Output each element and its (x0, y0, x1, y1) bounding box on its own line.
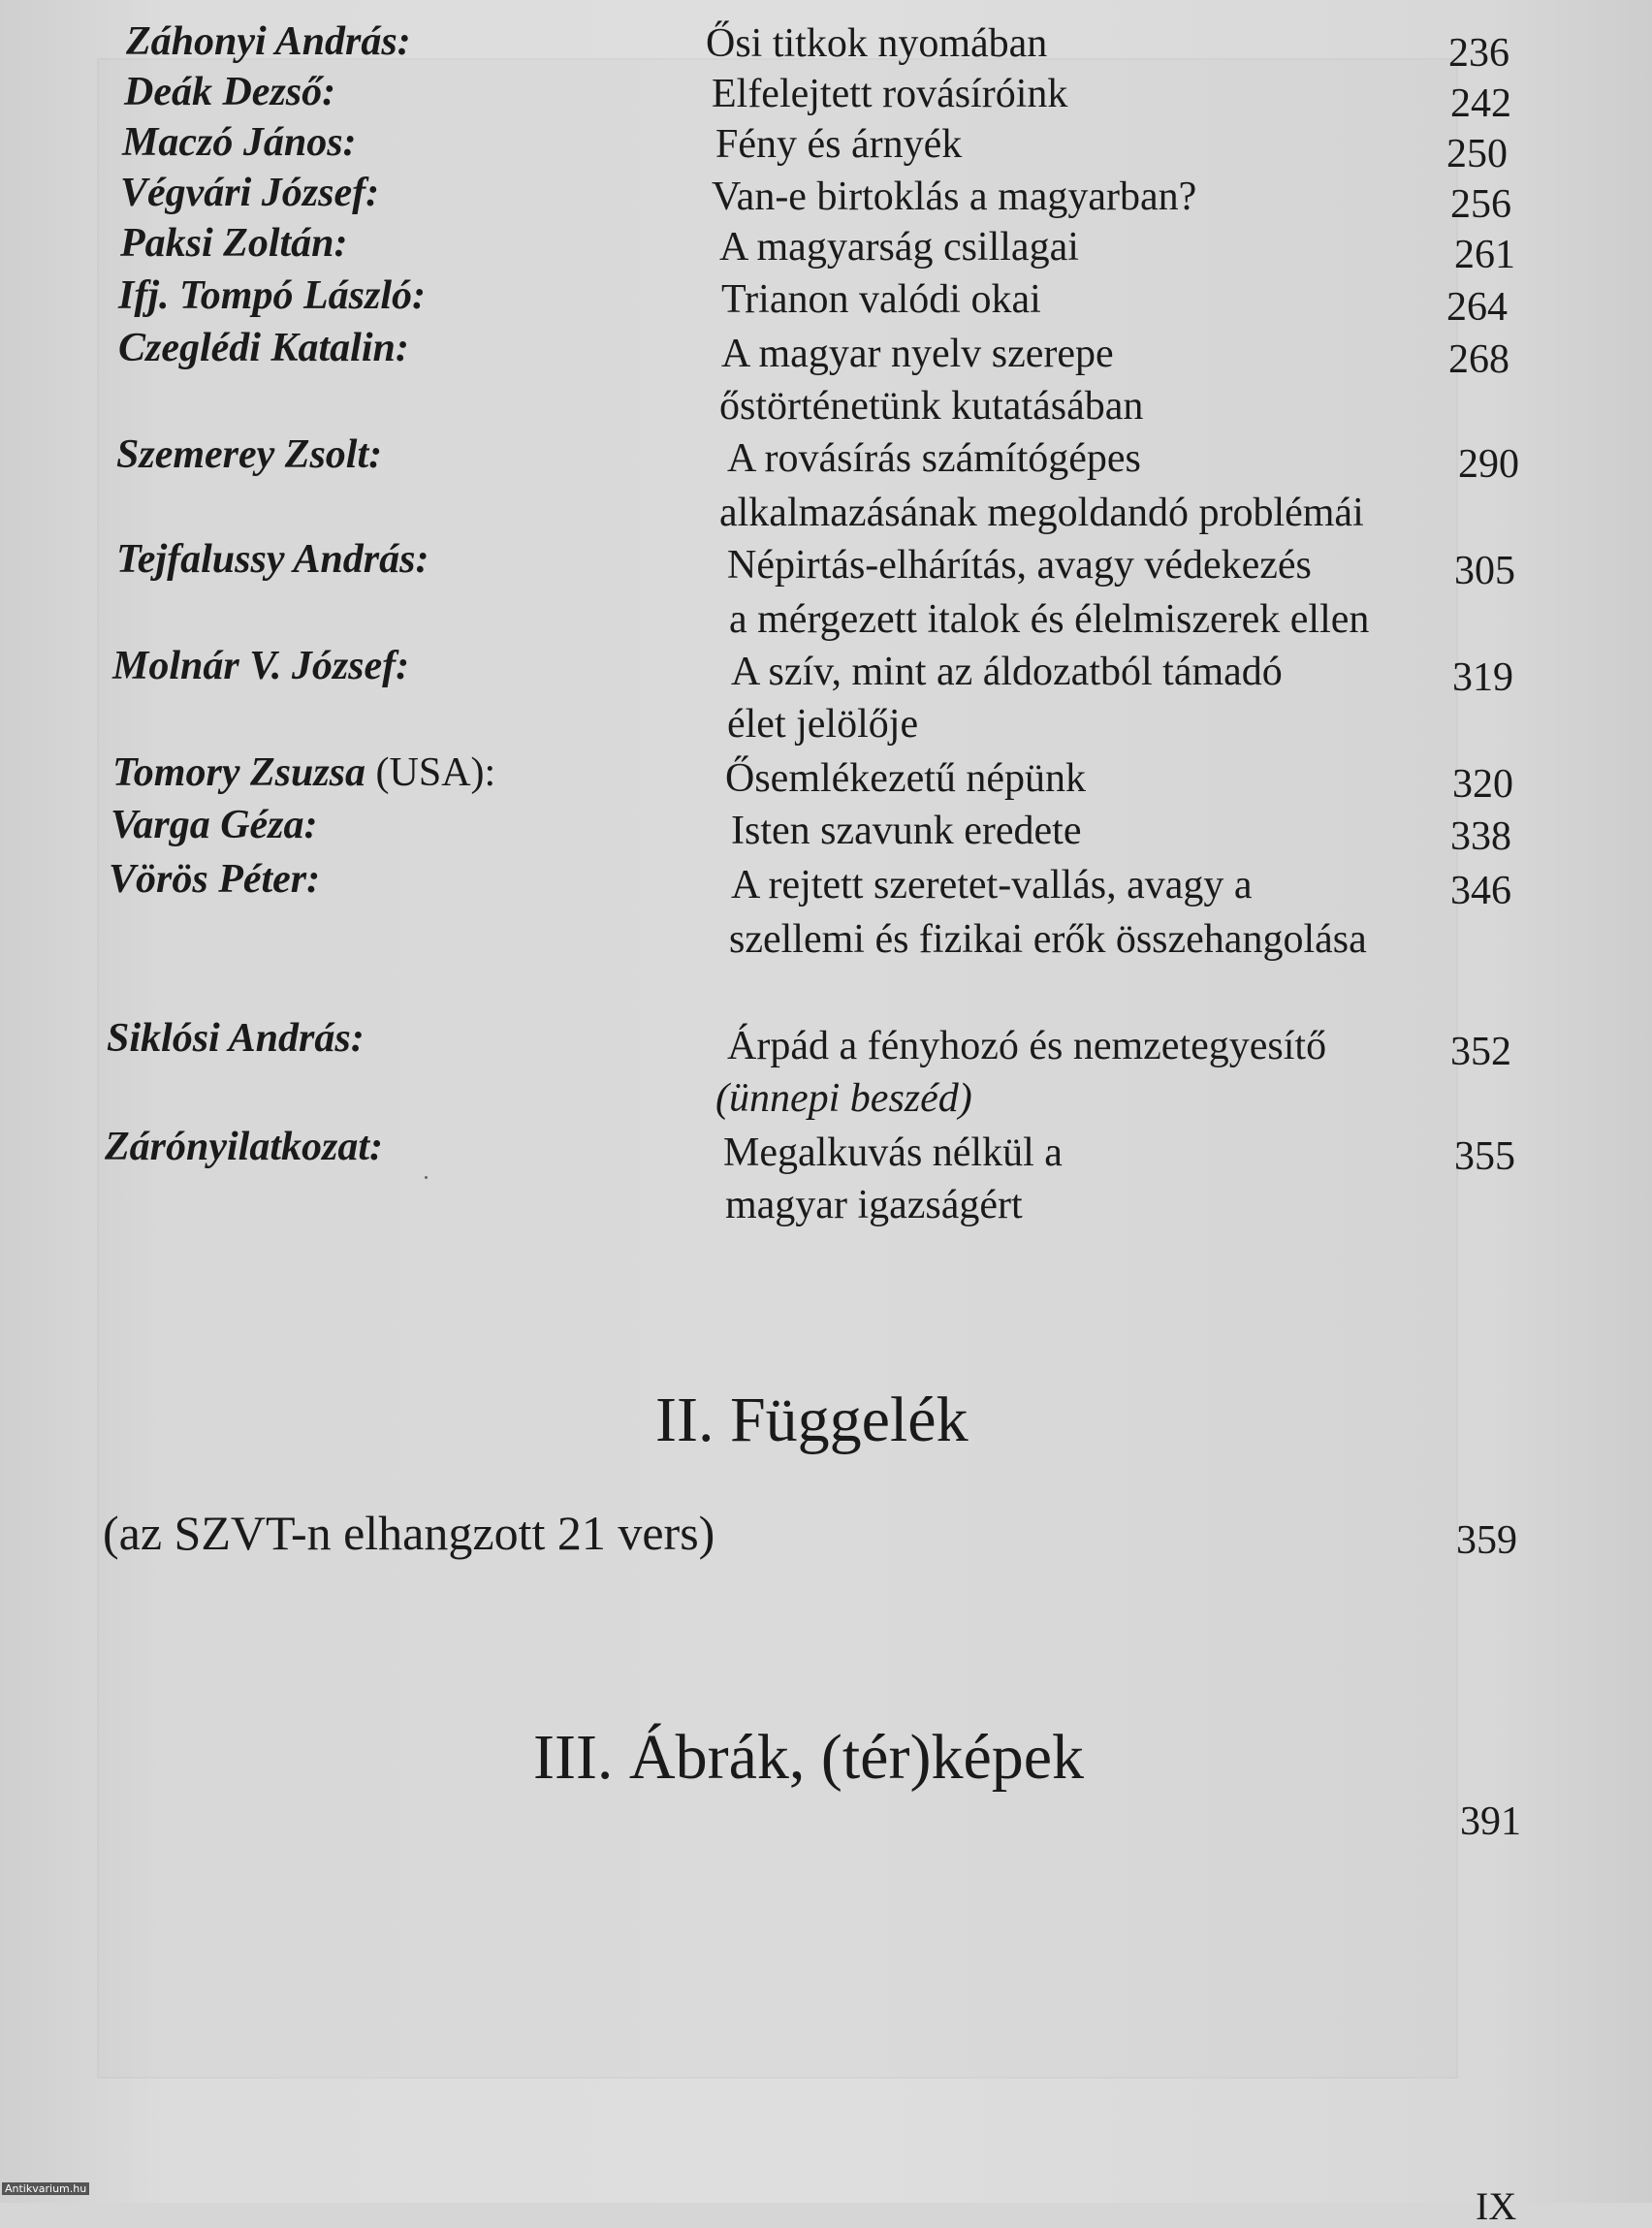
toc-author-name: Tomory Zsuzsa (112, 750, 366, 795)
figures-heading: III. Ábrák, (tér)képek (533, 1722, 1085, 1793)
toc-title: A szív, mint az áldozatból támadó (731, 650, 1283, 694)
toc-page-number: 250 (1446, 132, 1508, 176)
toc-page-number: 346 (1450, 869, 1511, 913)
toc-page-number: 236 (1448, 31, 1509, 76)
toc-author: Molnár V. József: (112, 644, 410, 688)
toc-author: Záhonyi András: (126, 19, 411, 64)
appendix-heading: II. Függelék (655, 1385, 969, 1455)
toc-title: Isten szavunk eredete (731, 809, 1082, 853)
speck (425, 1176, 428, 1179)
toc-author: Czeglédi Katalin: (118, 326, 409, 370)
toc-title: Árpád a fényhozó és nemzetegyesítő (727, 1024, 1327, 1068)
toc-author: Deák Dezső: (124, 70, 336, 114)
page-folio: IX (1476, 2184, 1517, 2228)
toc-title: a mérgezett italok és élelmiszerek ellen (729, 597, 1370, 642)
toc-author (112, 752, 495, 793)
toc-page-number: 268 (1448, 337, 1509, 382)
toc-title: A rovásírás számítógépes (727, 436, 1141, 481)
toc-title: Ősemlékezetű népünk (725, 756, 1087, 801)
toc-title: Fény és árnyék (715, 122, 963, 167)
toc-author: Siklósi András: (107, 1016, 365, 1061)
toc-page-number: 305 (1454, 549, 1515, 593)
toc-page-number: 338 (1450, 814, 1511, 859)
toc-page-number: 242 (1450, 81, 1511, 126)
toc-title: Népirtás-elhárítás, avagy védekezés (727, 543, 1312, 588)
toc-author: Szemerey Zsolt: (116, 432, 383, 477)
toc-page-number: 352 (1450, 1030, 1511, 1074)
toc-page-number: 355 (1454, 1134, 1515, 1179)
appendix-description: (az SZVT-n elhangzott 21 vers) (103, 1506, 715, 1560)
toc-page-number: 264 (1446, 285, 1508, 330)
toc-title: Van-e birtoklás a magyarban? (712, 175, 1197, 219)
toc-author: Vörös Péter: (109, 857, 321, 902)
toc-title: A rejtett szeretet-vallás, avagy a (731, 863, 1253, 907)
toc-author: Végvári József: (120, 171, 380, 215)
toc-page-number: 256 (1450, 182, 1511, 227)
toc-author: Ifj. Tompó László: (118, 273, 426, 318)
toc-author: Tejfalussy András: (116, 537, 429, 582)
figures-page-number: 391 (1460, 1799, 1521, 1844)
toc-title-note: (ünnepi beszéd) (715, 1076, 972, 1121)
toc-title: Elfelejtett rovásíróink (712, 72, 1068, 116)
toc-title: szellemi és fizikai erők összehangolása (729, 917, 1367, 962)
toc-title: őstörténetünk kutatásában (719, 384, 1144, 429)
toc-author: Zárónyilatkozat: (105, 1125, 384, 1169)
toc-title: Ősi titkok nyomában (706, 21, 1048, 66)
toc-author: Maczó János: (122, 120, 357, 165)
toc-author: Varga Géza: (111, 803, 318, 847)
toc-page-number: 320 (1452, 762, 1513, 807)
toc-title: alkalmazásának megoldandó problémái (719, 491, 1364, 535)
toc-title: élet jelölője (727, 702, 919, 747)
toc-title: A magyar nyelv szerepe (721, 332, 1114, 376)
toc-page-number: 290 (1458, 442, 1519, 487)
toc-title: A magyarság csillagai (719, 225, 1079, 270)
toc-title: Megalkuvás nélkül a (723, 1130, 1063, 1175)
toc-title: magyar igazságért (725, 1183, 1023, 1227)
toc-page-number: 319 (1452, 655, 1513, 700)
watermark: Antikvarium.hu (2, 2182, 89, 2195)
toc-author-suffix: (USA): (365, 750, 496, 795)
toc-page-number: 261 (1454, 233, 1515, 277)
toc-title: Trianon valódi okai (721, 277, 1041, 322)
toc-author: Paksi Zoltán: (120, 221, 348, 266)
appendix-page-number: 359 (1456, 1518, 1517, 1563)
